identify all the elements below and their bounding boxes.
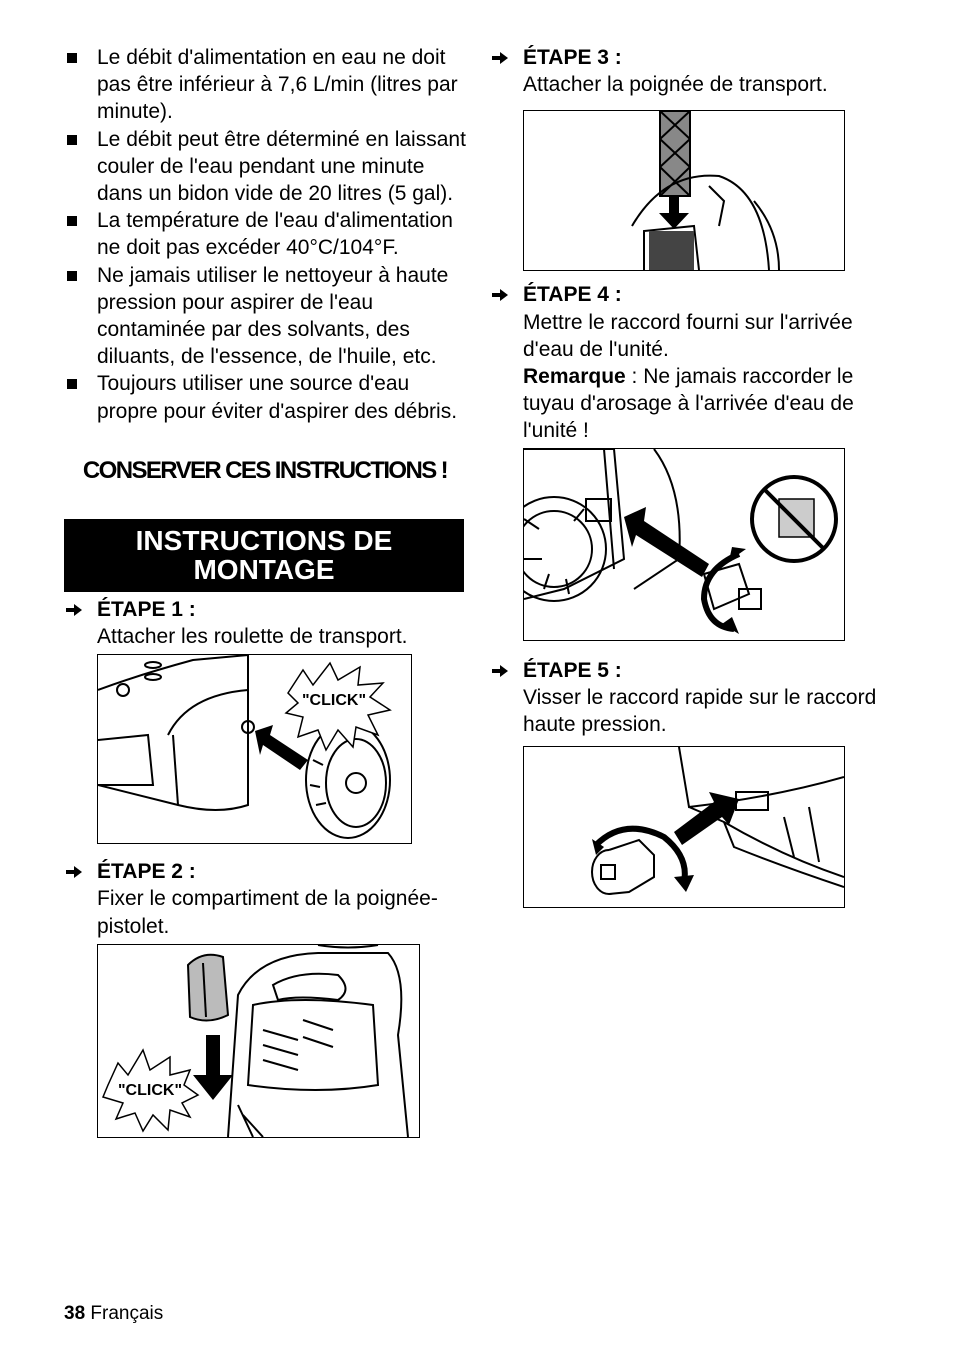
square-bullet-icon	[67, 53, 77, 63]
click-label: "CLICK"	[301, 692, 367, 710]
step-text: Mettre le raccord fourni sur l'arrivée d'eau de l'unité.	[523, 310, 853, 361]
keep-instructions-heading: CONSERVER CES INSTRUCTIONS !	[82, 456, 448, 484]
carry-handle-figure	[523, 110, 845, 271]
step-3	[490, 44, 890, 271]
footer-language: Français	[85, 1303, 164, 1324]
list-item: Le débit d'alimentation en eau ne doit pas être inférieur à 7,6 L/min (litres par minute).	[64, 44, 466, 126]
square-bullet-icon	[67, 216, 77, 226]
step-2	[64, 858, 466, 1138]
page-footer	[64, 1303, 163, 1325]
gun-holder-illustration	[98, 945, 419, 1137]
step-title: ÉTAPE 4 :	[523, 283, 622, 307]
step-text: Fixer le compartiment de la poignée-pistolet.	[97, 887, 438, 938]
click-label: "CLICK"	[117, 1081, 183, 1099]
step-title: ÉTAPE 3 :	[523, 46, 622, 69]
section-title-line-2: MONTAGE	[193, 553, 335, 585]
section-title-line-1: INSTRUCTIONS DE	[135, 524, 393, 556]
arrow-right-icon	[492, 288, 508, 302]
list-item: Ne jamais utiliser le nettoyeur à haute pression pour aspirer de l'eau contaminée par des solvants, des diluants, de l'essence, de l'huile, etc.	[64, 262, 466, 371]
page-number: 38	[64, 1303, 86, 1324]
water-inlet-figure	[523, 448, 845, 641]
note-label: Remarque	[523, 365, 626, 389]
requirements-list	[64, 44, 466, 425]
list-item: Toujours utiliser une source d'eau propre pour éviter d'aspirer des débris.	[64, 370, 466, 424]
carry-handle-illustration	[524, 111, 844, 270]
step-text: Visser le raccord rapide sur le raccord haute pression.	[523, 685, 877, 737]
list-item: Le débit peut être déterminé en laissant couler de l'eau pendant une minute dans un bidon vide de 20 litres (5 gal).	[64, 126, 466, 208]
square-bullet-icon	[67, 379, 77, 389]
quick-coupling-figure	[523, 746, 845, 908]
square-bullet-icon	[67, 271, 77, 281]
gun-holder-figure	[97, 944, 420, 1138]
square-bullet-icon	[67, 135, 77, 145]
step-4	[490, 281, 890, 640]
list-item: La température de l'eau d'alimentation ne doit pas excéder 40°C/104°F.	[64, 207, 466, 261]
section-title-banner	[64, 519, 464, 592]
wheel-illustration	[98, 655, 411, 843]
right-column	[490, 44, 890, 908]
step-title: ÉTAPE 5 :	[523, 658, 622, 682]
step-1	[64, 596, 466, 844]
step-title: ÉTAPE 1 :	[97, 597, 196, 621]
left-column	[64, 44, 466, 1138]
arrow-right-icon	[66, 865, 82, 879]
step-text: Attacher les roulette de transport.	[97, 625, 408, 649]
quick-coupling-illustration	[524, 747, 844, 907]
arrow-right-icon	[492, 51, 508, 65]
arrow-right-icon	[492, 664, 508, 678]
step-text: Attacher la poignée de transport.	[523, 73, 828, 97]
step-note	[490, 363, 890, 445]
step-title: ÉTAPE 2 :	[97, 860, 196, 884]
step-5	[490, 657, 890, 909]
water-inlet-illustration	[524, 449, 844, 640]
wheel-attach-figure	[97, 654, 412, 844]
arrow-right-icon	[66, 603, 82, 617]
note-text: : Ne jamais raccorder le tuyau d'arosage à l'arrivée d'eau de l'unité !	[523, 365, 854, 443]
